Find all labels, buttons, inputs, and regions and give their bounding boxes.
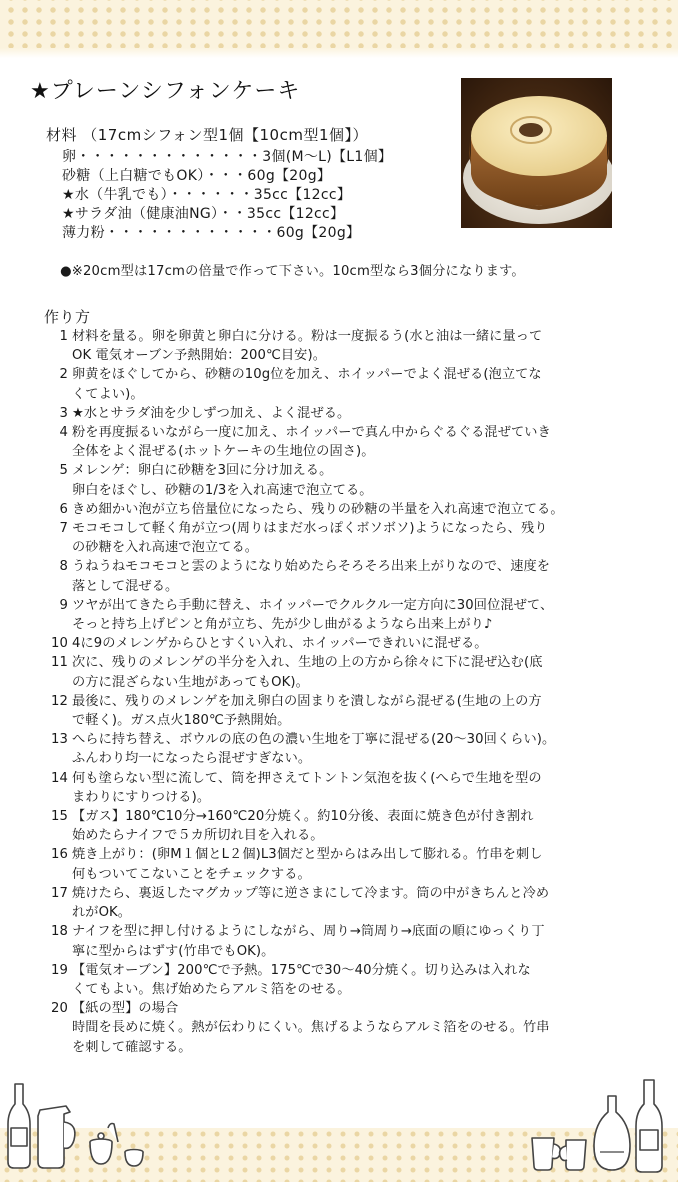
step-text: 【ガス】180℃10分→160℃20分焼く。約10分後、表面に焼き色が付き割れ 始めたらナイフで５カ所切れ目を入れる。 <box>72 809 534 844</box>
step-item <box>44 653 644 691</box>
step-text: 次に、残りのメレンゲの半分を入れ、生地の上の方から徐々に下に混ぜ込む(底 の方に混ざらない生地があってもOK)。 <box>72 655 543 690</box>
ingredient-item: 卵・・・・・・・・・・・・・3個(M～L)【L1個】 <box>62 149 393 165</box>
ingredient-item: ★水（牛乳でも）・・・・・・35cc【12cc】 <box>62 187 352 203</box>
step-item <box>44 730 644 768</box>
step-text: 卵黄をほぐしてから、砂糖の10g位を加え、ホイッパーでよく混ぜる(泡立てな くてよい)。 <box>72 367 542 402</box>
ingredient-list <box>62 148 392 243</box>
step-item <box>44 634 644 653</box>
step-item <box>44 999 644 1057</box>
step-number: 11 <box>51 655 68 671</box>
chiffon-cake-photo <box>461 78 612 228</box>
step-text: ナイフを型に押し付けるようにしながら、周り→筒周り→底面の順にゆっくり丁 寧に型からはずす(竹串でもOK)。 <box>72 924 545 959</box>
step-number: 16 <box>51 847 68 863</box>
step-text: きめ細かい泡が立ち倍量位になったら、残りの砂糖の半量を入れ高速で泡立てる。 <box>72 501 564 517</box>
step-item <box>44 596 644 634</box>
step-number: 9 <box>59 597 68 613</box>
step-item <box>44 519 644 557</box>
ingredient-item: ★サラダ油（健康油NG）・・35cc【12cc】 <box>62 206 345 222</box>
step-text: 焼けたら、裏返したマグカップ等に逆さまにして冷ます。筒の中がきちんと冷め れがOK。 <box>72 885 550 921</box>
step-text: 材料を量る。卵を卵黄と卵白に分ける。粉は一度振るう(水と油は一緒に量って OK 電気オーブン予熱開始：200℃目安)。 <box>72 329 543 364</box>
step-item <box>44 327 644 365</box>
size-note: ●※20cm型は17cmの倍量で作って下さい。10cm型なら3個分になります。 <box>60 264 525 279</box>
step-item <box>44 807 644 845</box>
step-text: ★水とサラダ油を少しずつ加え、よく混ぜる。 <box>72 405 351 421</box>
step-text: 最後に、残りのメレンゲを加え卵白の固まりを潰しながら混ぜる(生地の上の方 で軽く)。ガス点火180℃予熱開始。 <box>72 693 542 729</box>
step-number: 19 <box>51 962 68 978</box>
step-number: 1 <box>59 329 68 344</box>
carafe-icon <box>594 1096 630 1170</box>
step-text: へらに持ち替え、ボウルの底の色の濃い生地を丁寧に混ぜる(20～30回くらい)。 ふんわり均一になったら混ぜすぎない。 <box>72 732 556 767</box>
step-number: 3 <box>59 405 68 421</box>
step-item <box>44 423 644 461</box>
step-item <box>44 922 644 960</box>
step-number: 12 <box>51 693 68 709</box>
jug-icon <box>38 1106 75 1168</box>
step-item <box>44 461 644 499</box>
step-text: メレンゲ：卵白に砂糖を3回に分け加える。 卵白をほぐし、砂糖の1/3を入れ高速で泡立てる。 <box>72 463 373 498</box>
step-text: 【紙の型】の場合 時間を長めに焼く。熱が伝わりにくい。焦げるようならアルミ箔をのせる。竹串 を刺して確認する。 <box>72 1001 550 1055</box>
step-text: 粉を再度振るいながら一度に加え、ホイッパーで真ん中からぐるぐる混ぜていき 全体をよく混ぜる(ホットケーキの生地位の固さ)。 <box>72 425 551 460</box>
step-number: 6 <box>59 501 68 517</box>
step-item <box>44 557 644 595</box>
bottle-icon <box>636 1080 662 1172</box>
step-item <box>44 769 644 807</box>
step-number: 20 <box>51 1001 68 1017</box>
step-item <box>44 404 644 423</box>
step-item <box>44 961 644 999</box>
bottle-icon <box>8 1084 30 1168</box>
step-item <box>44 365 644 403</box>
step-number: 14 <box>51 770 68 786</box>
step-text: 【電気オーブン】200℃で予熱。175℃で30～40分焼く。切り込みは入れな くてもよい。焦げ始めたらアルミ箔をのせる。 <box>72 962 531 997</box>
step-number: 18 <box>51 924 68 940</box>
step-text: ツヤが出てきたら手動に替え、ホイッパーでクルクル一定方向に30回位混ぜて、 そっと持ち上げピンと角が立ち、先が少し曲がるようなら出来上がり♪ <box>72 597 554 633</box>
step-number: 17 <box>51 885 68 901</box>
step-number: 8 <box>59 559 68 575</box>
cup-icon <box>532 1138 586 1170</box>
step-number: 10 <box>51 636 68 652</box>
step-number: 4 <box>59 425 68 441</box>
step-number: 15 <box>51 809 68 825</box>
step-number: 2 <box>59 367 68 383</box>
step-text: 焼き上がり：(卵M１個とL２個)L3個だと型からはみ出して膨れる。竹串を刺し 何もついてこないことをチェックする。 <box>72 847 543 882</box>
ingredient-item: 薄力粉・・・・・・・・・・・・60g【20g】 <box>62 225 361 241</box>
step-number: 5 <box>59 463 68 479</box>
step-item <box>44 500 644 519</box>
method-steps <box>44 327 644 1057</box>
step-number: 7 <box>59 521 68 537</box>
page-title: ★プレーンシフォンケーキ <box>30 79 301 104</box>
step-item <box>44 845 644 883</box>
top-decorative-border <box>0 0 678 58</box>
step-item <box>44 884 644 922</box>
step-text: 4に9のメレンゲからひとすくい入れ、ホイッパーできれいに混ぜる。 <box>72 636 488 652</box>
bottom-decorative-border <box>0 1076 678 1182</box>
ingredients-heading: 材料 （17cmシフォン型1個【10cm型1個】） <box>46 126 368 144</box>
step-item <box>44 692 644 730</box>
step-text: モコモコして軽く角が立つ(周りはまだ水っぽくボソボソ)ようになったら、残り の砂糖を入れ高速で泡立てる。 <box>72 521 548 556</box>
sugar-pot-icon <box>90 1124 143 1167</box>
step-text: 何も塗らない型に流して、筒を押さえてトントン気泡を抜く(へらで生地を型の まわりにすりつける)。 <box>72 770 542 805</box>
step-text: うねうねモコモコと雲のようになり始めたらそろそろ出来上がりなので、速度を 落として混ぜる。 <box>72 559 551 594</box>
method-heading: 作り方 <box>44 308 91 326</box>
ingredient-item: 砂糖（上白糖でもOK）・・・60g【20g】 <box>62 168 332 184</box>
step-number: 13 <box>51 732 68 748</box>
